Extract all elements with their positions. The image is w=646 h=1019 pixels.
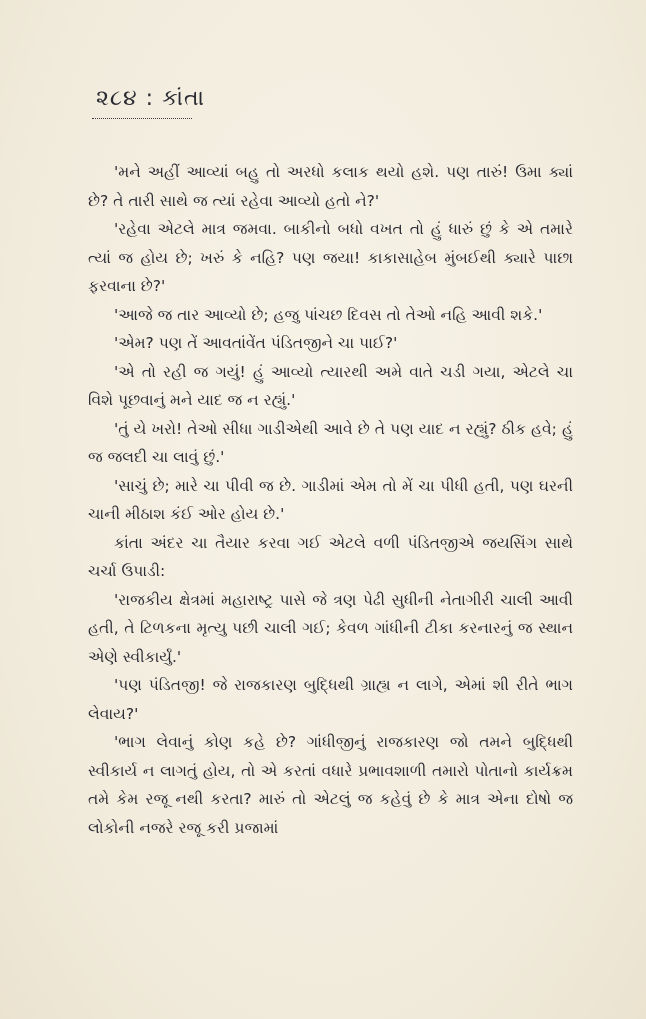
- paragraph: 'એમ? પણ તેં આવતાંવેંત પંડિતજીને ચા પાઈ?': [114, 334, 398, 352]
- header-separator: :: [145, 86, 155, 111]
- paragraph: 'તું યે ખરો! તેઓ સીધા ગાડીએથી આવે છે તે પણ યાદ ન રહ્યું? ઠીક હવે; હું જ જલદી ચા લાવું છું.': [88, 419, 573, 466]
- paragraph: 'ભાગ લેવાનું કોણ કહે છે? ગાંધીજીનું રાજકારણ જો તમને બુદ્ધિથી સ્વીકાર્ય ન લાગતું હોય, તો એ કરતાં વધારે પ્રભાવશાળી તમારો પોતાનો કાર્યક્રમ તમે કેમ રજૂ નથી કરતા? મારું તો એટલું જ કહેવું છે કે માત્ર એના દોષો જ લોકોની નજરે રજૂ કરી પ્રજામાં: [88, 733, 573, 837]
- paragraph: 'મને અહીં આવ્યાં બહુ તો અરધો કલાક થયો હશે. પણ તારું! ઉમા ક્યાં છે? તે તારી સાથે જ ત્યાં રહેવા આવ્યો હતો ને?': [88, 163, 573, 210]
- running-title: કાંતા: [162, 86, 205, 111]
- paragraph: કાંતા અંદર ચા તૈયાર કરવા ગઈ એટલે વળી પંડિતજીએ જયસિંગ સાથે ચર્ચા ઉપાડી:: [88, 533, 573, 580]
- paragraph: 'રાજકીય ક્ષેત્રમાં મહારાષ્ટ્ર પાસે જે ત્રણ પેઢી સુધીની નેતાગીરી ચાલી આવી હતી, તે ટિળકના મૃત્યુ પછી ચાલી ગઈ; કેવળ ગાંધીની ટીકા કરનારનું જ સ્થાન એણે સ્વીકાર્યું.': [88, 590, 573, 666]
- body-text: [88, 158, 573, 842]
- paragraph: 'સાચું છે; મારે ચા પીવી જ છે. ગાડીમાં એમ તો મેં ચા પીધી હતી, પણ ઘરની ચાની મીઠાશ કંઈ ઓર હોય છે.': [88, 476, 573, 523]
- paragraph: 'પણ પંડિતજી! જે રાજકારણ બુદ્ધિથી ગ્રાહ્ય ન લાગે, એમાં શી રીતે ભાગ લેવાય?': [88, 676, 573, 723]
- paragraph: 'આજે જ તાર આવ્યો છે; હજુ પાંચછ દિવસ તો તેઓ નહિ આવી શકે.': [114, 305, 543, 324]
- paragraph: 'રહેવા એટલે માત્ર જમવા. બાકીનો બધો વખત તો હું ધારું છું કે એ તમારે ત્યાં જ હોય છે; ખરું કે નહિ? પણ જયા! કાકાસાહેબ મુંબઈથી ક્યારે પાછા ફરવાના છે?': [88, 220, 573, 295]
- paragraph: 'એ તો રહી જ ગયું! હું આવ્યો ત્યારથી અમે વાતે ચડી ગયા, એટલે ચા વિશે પૂછવાનું મને યાદ જ ન રહ્યું.': [88, 362, 573, 409]
- page-header: [96, 86, 205, 111]
- page-number: ૨૮૪: [96, 86, 138, 111]
- header-rule: [92, 118, 192, 119]
